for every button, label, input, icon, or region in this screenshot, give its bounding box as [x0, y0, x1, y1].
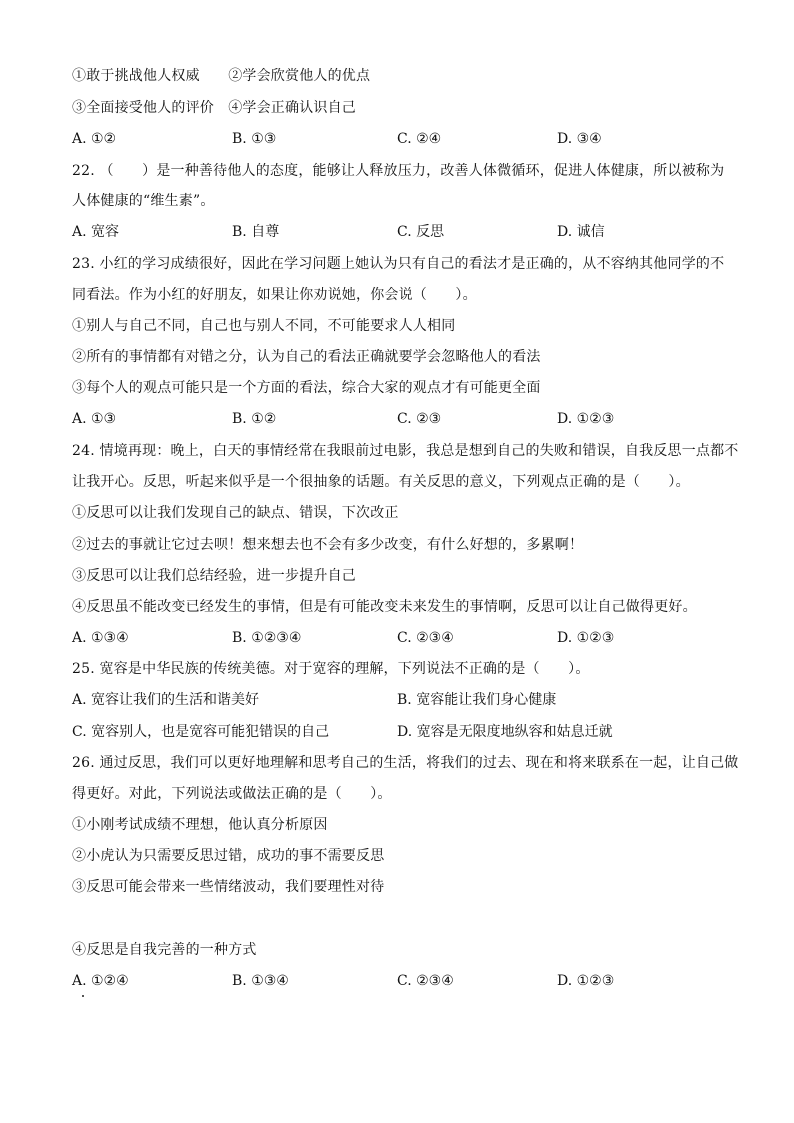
q21-option-a[interactable]: A. ①②	[72, 131, 117, 147]
q26-stem-line-2: 得更好。对此，下列说法或做法正确的是（ ）。	[72, 786, 392, 802]
q26-statement-2: ②小虎认为只需要反思过错，成功的事不需要反思	[72, 848, 385, 864]
q22-option-a[interactable]: A. 宽容	[72, 224, 120, 240]
q22-stem-line-1: 22. （ ）是一种善待他人的态度，能够让人释放压力，改善人体微循环，促进人体健康，所以被称为	[72, 163, 725, 179]
q22-stem-line-2: 人体健康的“维生素”。	[72, 193, 215, 209]
q23-option-d[interactable]: D. ①②③	[557, 411, 615, 427]
q21-option-c[interactable]: C. ②④	[397, 131, 442, 147]
q25-option-a[interactable]: A. 宽容让我们的生活和谐美好	[72, 692, 260, 708]
q24-stem-line-2: 让我开心。反思，听起来似乎是一个很抽象的话题。有关反思的意义，下列观点正确的是（ ）。	[72, 474, 690, 490]
q22-option-c[interactable]: C. 反思	[397, 224, 445, 240]
q26-stem-line-1: 26. 通过反思，我们可以更好地理解和思考自己的生活，将我们的过去、现在和将来联系在一起，让自己做	[72, 755, 739, 771]
q26-option-d[interactable]: D. ①②③	[557, 973, 615, 989]
q21-option-d[interactable]: D. ③④	[557, 131, 602, 147]
q22-option-b[interactable]: B. 自尊	[232, 224, 280, 240]
q25-option-d[interactable]: D. 宽容是无限度地纵容和姑息迁就	[397, 724, 613, 740]
q26-statement-3: ③反思可能会带来一些情绪波动，我们要理性对待	[72, 879, 385, 895]
q24-option-a[interactable]: A. ①③④	[72, 630, 129, 646]
q26-option-a[interactable]: A. ①②④	[72, 973, 129, 989]
q23-statement-3: ③每个人的观点可能只是一个方面的看法，综合大家的观点才有可能更全面	[72, 380, 541, 396]
q25-option-b[interactable]: B. 宽容能让我们身心健康	[397, 692, 557, 708]
q23-option-b[interactable]: B. ①②	[232, 411, 277, 427]
q26-statement-1: ①小刚考试成绩不理想，他认真分析原因	[72, 817, 328, 833]
q23-option-c[interactable]: C. ②③	[397, 411, 442, 427]
q25-option-c[interactable]: C. 宽容别人，也是宽容可能犯错误的自己	[72, 724, 330, 740]
q24-statement-3: ③反思可以让我们总结经验，进一步提升自己	[72, 568, 356, 584]
q26-option-c[interactable]: C. ②③④	[397, 973, 454, 989]
q22-option-d[interactable]: D. 诚信	[557, 224, 605, 240]
q24-option-b[interactable]: B. ①②③④	[232, 630, 302, 646]
q24-statement-4: ④反思虽不能改变已经发生的事情，但是有可能改变未来发生的事情啊，反思可以让自己做得更好。	[72, 599, 697, 615]
q24-stem-line-1: 24. 情境再现：晚上，白天的事情经常在我眼前过电影，我总是想到自己的失败和错误，自我反思一点都不	[72, 443, 739, 459]
q24-statement-1: ①反思可以让我们发现自己的缺点、错误，下次改正	[72, 505, 399, 521]
q24-option-d[interactable]: D. ①②③	[557, 630, 615, 646]
q26-statement-4: ④反思是自我完善的一种方式	[72, 942, 257, 958]
q23-statement-2: ②所有的事情都有对错之分，认为自己的看法正确就要学会忽略他人的看法	[72, 349, 541, 365]
q21-option-b[interactable]: B. ①③	[232, 131, 277, 147]
stray-dot-mark	[82, 995, 84, 997]
q26-option-b[interactable]: B. ①③④	[232, 973, 289, 989]
q23-stem-line-2: 同看法。作为小红的好朋友，如果让你劝说她，你会说（ ）。	[72, 287, 477, 303]
q23-statement-1: ①别人与自己不同，自己也与别人不同，不可能要求人人相同	[72, 318, 456, 334]
q24-statement-2: ②过去的事就让它过去呗！想来想去也不会有多少改变，有什么好想的，多累啊！	[72, 537, 584, 553]
q24-option-c[interactable]: C. ②③④	[397, 630, 454, 646]
q25-stem-line-1: 25. 宽容是中华民族的传统美德。对于宽容的理解，下列说法不正确的是（ ）。	[72, 661, 590, 677]
q23-option-a[interactable]: A. ①③	[72, 411, 117, 427]
q23-stem-line-1: 23. 小红的学习成绩很好，因此在学习问题上她认为只有自己的看法才是正确的，从不容纳其他同学的不	[72, 256, 725, 272]
q21-statement-1: ①敢于挑战他人权威 ②学会欣赏他人的优点	[72, 68, 371, 84]
q21-statement-2: ③全面接受他人的评价 ④学会正确认识自己	[72, 100, 356, 116]
